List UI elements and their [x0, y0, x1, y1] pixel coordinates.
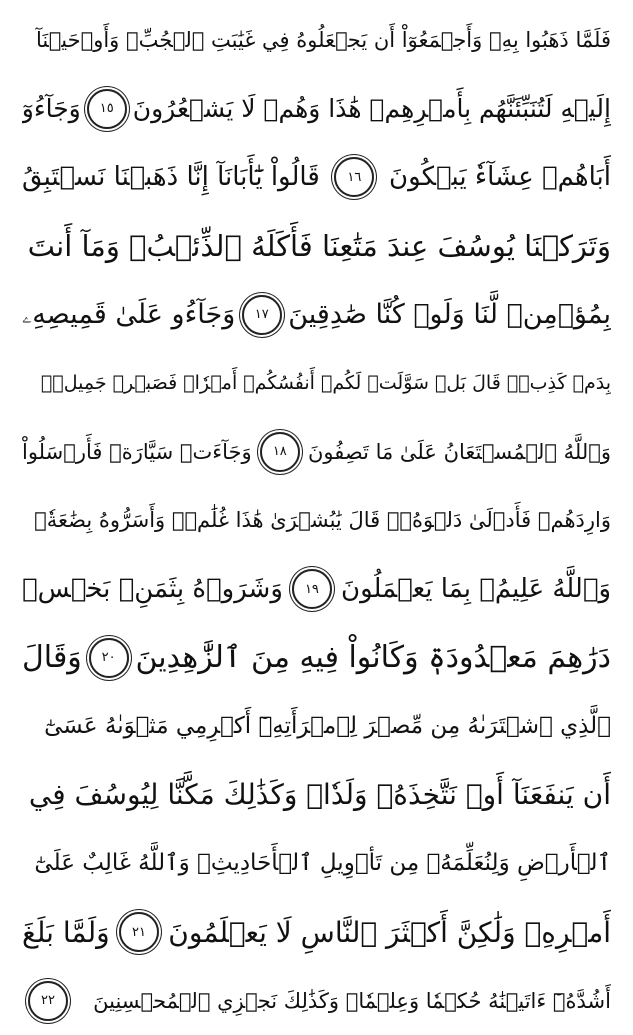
ayah-number-marker: ٢٢: [28, 981, 68, 1021]
verse-text: بِمُؤۡمِنٖ لَّنَا وَلَوۡ كُنَّا صَٰدِقِينَ: [288, 299, 611, 331]
text-line: [22, 212, 611, 281]
text-line: [22, 966, 611, 1035]
ayah-number-marker: ١٥: [87, 89, 127, 129]
verse-text: أَشُدَّهُۥٓ ءَاتَيۡنَٰهُ حُكۡمٗا وَعِلۡمٗاۚ وَكَذَٰلِكَ نَجۡزِي ٱلۡمُحۡسِنِينَ: [93, 988, 611, 1013]
text-line: [22, 75, 611, 144]
text-line: [22, 486, 611, 555]
verse-text: دَرَٰهِمَ مَعۡدُودَةٖ وَكَانُواْ فِيهِ مِنَ ٱلزَّٰهِدِينَ: [135, 640, 611, 676]
verse-text: فَلَمَّا ذَهَبُوا بِهِۦ وَأَجۡمَعُوٓاْ أَن يَجۡعَلُوهُ فِي غَيَٰبَتِ ٱلۡجُبِّۚ وَأَوۡحَيۡنَآ: [35, 28, 611, 53]
verse-text: وَٱللَّهُ عَلِيمُۢ بِمَا يَعۡمَلُونَ: [340, 574, 611, 605]
verse-text: وَارِدَهُمۡ فَأَدۡلَىٰ دَلۡوَهُۥۖ قَالَ يَٰبُشۡرَىٰ هَٰذَا غُلَٰمٞۚ وَأَسَرُّوهُ بِضَٰعَةٗۚ: [34, 508, 611, 533]
text-line: [22, 829, 611, 898]
verse-text: وَتَرَكۡنَا يُوسُفَ عِندَ مَتَٰعِنَا فَأَكَلَهُ ٱلذِّئۡبُۖ وَمَآ أَنتَ: [27, 229, 611, 264]
verse-text: ٱلۡأَرۡضِ وَلِنُعَلِّمَهُۥ مِن تَأۡوِيلِ ٱلۡأَحَادِيثِۚ وَٱللَّهُ غَالِبٌ عَلَىٰٓ: [34, 850, 611, 877]
text-line: [22, 555, 611, 624]
verse-text: إِلَيۡهِ لَتُنَبِّئَنَّهُم بِأَمۡرِهِمۡ هَٰذَا وَهُمۡ لَا يَشۡعُرُونَ: [132, 94, 611, 124]
verse-text: وَجَآءَتۡ سَيَّارَةٞ فَأَرۡسَلُواْ: [22, 439, 252, 464]
ayah-number-marker: ٢١: [119, 912, 159, 952]
verse-text: ٱلَّذِي ٱشۡتَرَىٰهُ مِن مِّصۡرَ لِٱمۡرَأَتِهِۦٓ أَكۡرِمِي مَثۡوَىٰهُ عَسَىٰٓ: [44, 713, 611, 740]
ayah-number-marker: ٢٠: [89, 638, 129, 678]
text-line: [22, 898, 611, 967]
verse-text: وَجَآءُو عَلَىٰ قَمِيصِهِۦ: [22, 298, 236, 330]
text-line: [22, 692, 611, 761]
verse-text: وَشَرَوۡهُ بِثَمَنِۢ بَخۡسٖ: [22, 574, 283, 605]
verse-text: أَمۡرِهِۦ وَلَٰكِنَّ أَكۡثَرَ ٱلنَّاسِ لَا يَعۡلَمُونَ: [168, 915, 611, 949]
text-line: [22, 349, 611, 418]
ayah-number-marker: ١٦: [334, 157, 374, 197]
text-line: [22, 761, 611, 830]
text-line: [22, 6, 611, 75]
verse-text: أَبَاهُمۡ عِشَآءٗ يَبۡكُونَ: [389, 162, 611, 193]
ayah-number-marker: ١٧: [242, 295, 282, 335]
verse-text: أَن يَنفَعَنَآ أَوۡ نَتَّخِذَهُۥ وَلَدٗاۚ وَكَذَٰلِكَ مَكَّنَّا لِيُوسُفَ فِي: [28, 778, 611, 812]
text-line: [22, 623, 611, 692]
verse-text: قَالُواْ يَٰٓأَبَانَآ إِنَّا ذَهَبۡنَا نَسۡتَبِقُ: [22, 162, 320, 193]
verse-text: وَلَمَّا بَلَغَ: [22, 915, 110, 949]
text-line: [22, 418, 611, 487]
verse-text: وَٱللَّهُ ٱلۡمُسۡتَعَانُ عَلَىٰ مَا تَصِفُونَ: [307, 439, 611, 464]
verse-text: وَجَآءُوٓ: [22, 94, 81, 124]
text-line: [22, 280, 611, 349]
ayah-number-marker: ١٨: [260, 432, 300, 472]
ayah-number-marker: ١٩: [292, 569, 332, 609]
verse-text: بِدَمٖ كَذِبٖۚ قَالَ بَلۡ سَوَّلَتۡ لَكُمۡ أَنفُسُكُمۡ أَمۡرٗاۖ فَصَبۡرٞ جَمِيلٞۖ: [40, 372, 611, 395]
text-line: [22, 143, 611, 212]
verse-text: وَقَالَ: [22, 640, 82, 676]
